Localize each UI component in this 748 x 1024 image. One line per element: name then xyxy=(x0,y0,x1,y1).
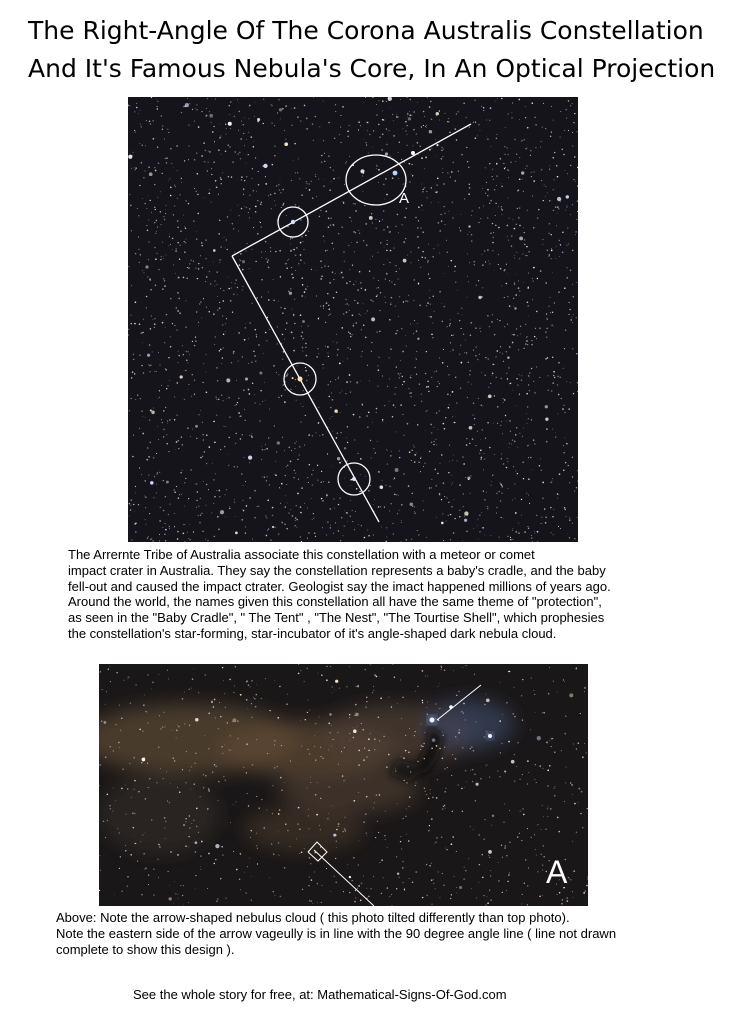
right-angle-mark xyxy=(308,842,327,861)
title-line-2: And It's Famous Nebula's Core, In An Optical Projection xyxy=(28,54,716,83)
caption-line: Above: Note the arrow-shaped nebulus cloud ( this photo tilted differently than top photo). xyxy=(56,910,570,925)
circled-star xyxy=(393,171,398,176)
marker-a-label: A xyxy=(399,190,410,207)
marker-a-label: A xyxy=(546,854,568,890)
description-line: fell-out and caused the impact ctrater. Geologist say the imact happened millions of years ago. xyxy=(68,578,611,594)
caption-paragraph xyxy=(56,910,726,957)
lower-angle-line xyxy=(232,256,379,522)
title-line-1: The Right-Angle Of The Corona Australis Constellation xyxy=(28,16,704,45)
footer-link-text: See the whole story for free, at: Mathematical-Signs-Of-God.com xyxy=(133,987,507,1002)
page-title xyxy=(28,12,740,88)
angle-line xyxy=(437,685,481,720)
description-line: The Arrernte Tribe of Australia associate this constellation with a meteor or comet xyxy=(68,547,535,562)
caption-line: complete to show this design ). xyxy=(56,941,235,957)
description-line: as seen in the "Baby Cradle", " The Tent" , "The Nest", "The Tourtise Shell", which prophesies xyxy=(68,610,605,626)
circled-star xyxy=(291,220,295,224)
angle-overlay xyxy=(128,97,578,542)
description-line: Around the world, the names given this constellation all have the same theme of "protection", xyxy=(68,594,602,610)
description-line: impact crater in Australia. They say the constellation represents a baby's cradle, and the baby xyxy=(68,562,606,578)
star-circle-a xyxy=(346,155,406,205)
caption-line: Note the eastern side of the arrow vageully is in line with the 90 degree angle line ( line not drawn xyxy=(56,925,617,941)
circled-star xyxy=(298,377,303,382)
constellation-photo xyxy=(128,97,578,542)
circled-star xyxy=(411,151,415,155)
upper-angle-line xyxy=(232,124,471,256)
angle-overlay xyxy=(99,664,588,906)
circled-star xyxy=(352,477,356,481)
angle-line xyxy=(314,850,374,906)
nebula-photo xyxy=(99,664,588,906)
description-paragraph xyxy=(68,547,708,642)
description-line: the constellation's star-forming, star-incubator of it's angle-shaped dark nebula cloud. xyxy=(68,625,557,641)
